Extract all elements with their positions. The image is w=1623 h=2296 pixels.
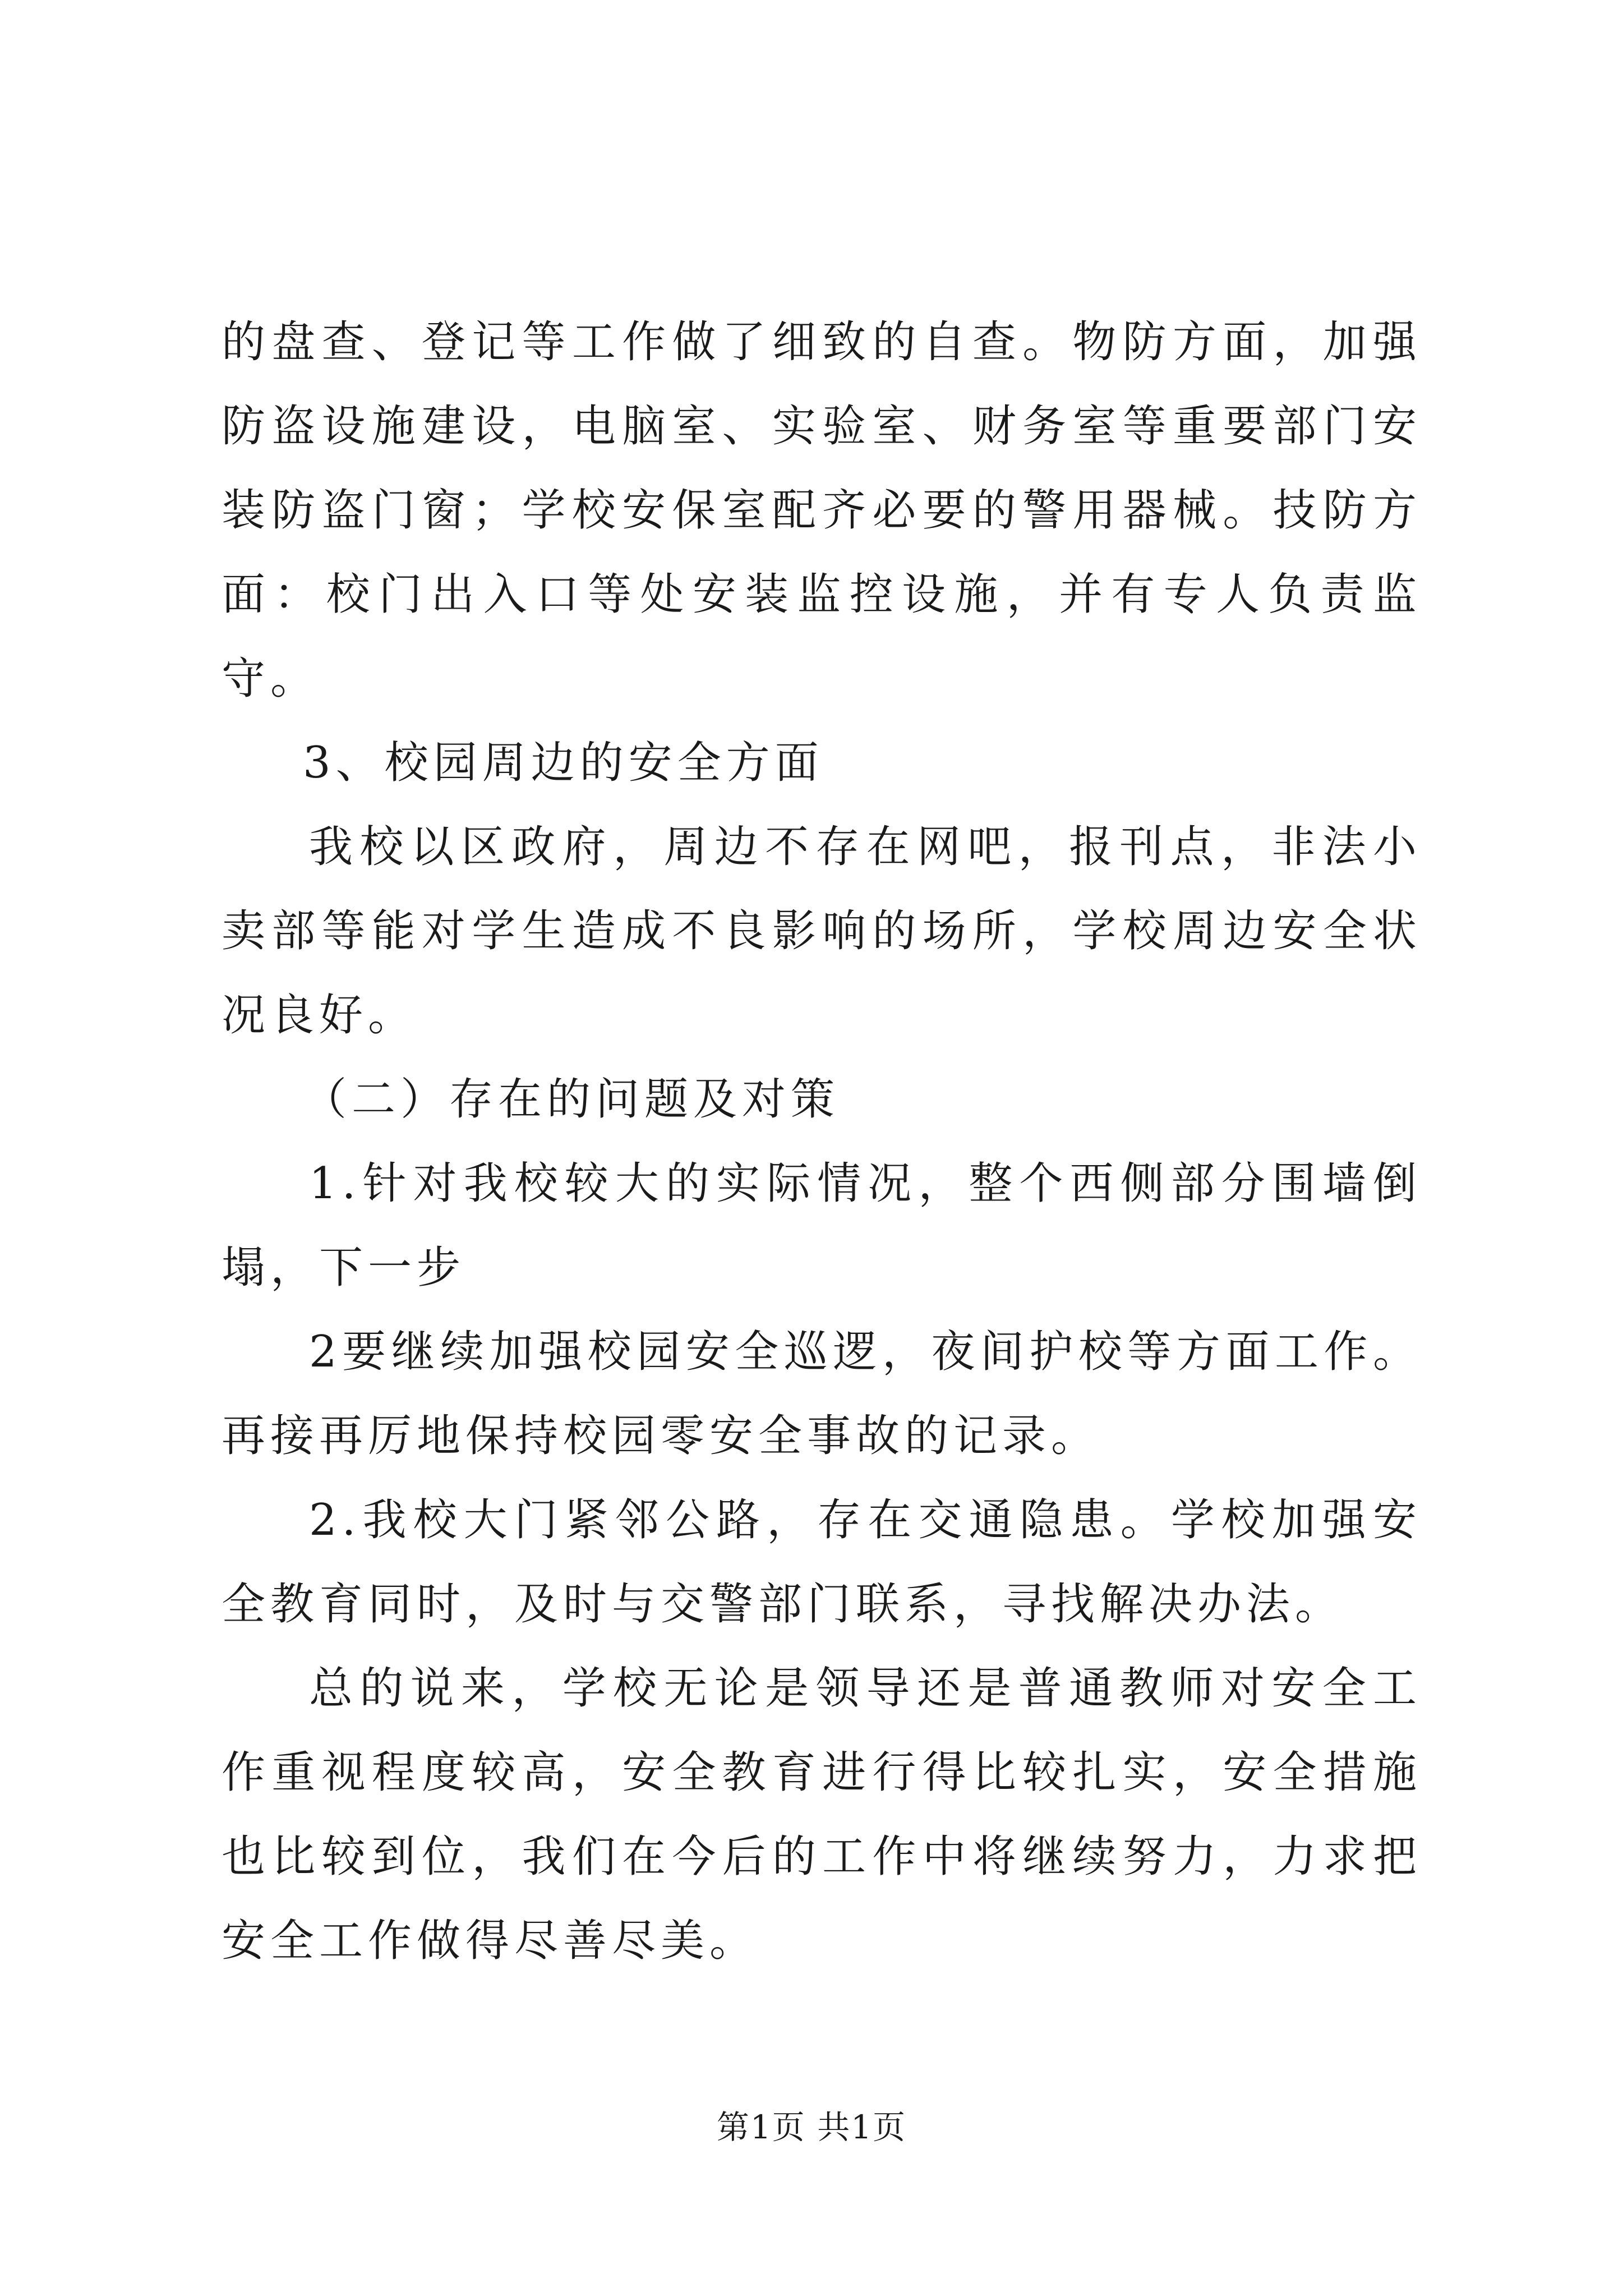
- paragraph-surroundings: 我校以区政府，周边不存在网吧，报刊点，非法小卖部等能对学生造成不良影响的场所，学校周边安全状况良好。: [222, 822, 1422, 1041]
- section-heading-problems: （二）存在的问题及对策: [303, 1074, 840, 1125]
- paragraph-problem-1: 1.针对我校较大的实际情况，整个西侧部分围墙倒塌，下一步: [222, 1158, 1422, 1293]
- page-number-footer: 第1页 共1页: [716, 2108, 907, 2146]
- document-body: [222, 300, 1422, 1983]
- paragraph-problem-3: 2.我校大门紧邻公路，存在交通隐患。学校加强安全教育同时，及时与交警部门联系，寻找解决办法。: [222, 1495, 1422, 1630]
- section-heading-campus-surroundings: 3、校园周边的安全方面: [303, 738, 824, 788]
- paragraph-summary: 总的说来，学校无论是领导还是普通教师对安全工作重视程度较高，安全教育进行得比较扎实，安全措施也比较到位，我们在今后的工作中将继续努力，力求把安全工作做得尽善尽美。: [222, 1663, 1422, 1966]
- paragraph-problem-2: 2要继续加强校园安全巡逻，夜间护校等方面工作。再接再厉地保持校园零安全事故的记录。: [222, 1327, 1422, 1461]
- paragraph-continuation: 的盘查、登记等工作做了细致的自查。物防方面，加强防盗设施建设，电脑室、实验室、财务室等重要部门安装防盗门窗；学校安保室配齐必要的警用器械。技防方面：校门出入口等处安装监控设施，并有专人负责监守。: [222, 317, 1422, 704]
